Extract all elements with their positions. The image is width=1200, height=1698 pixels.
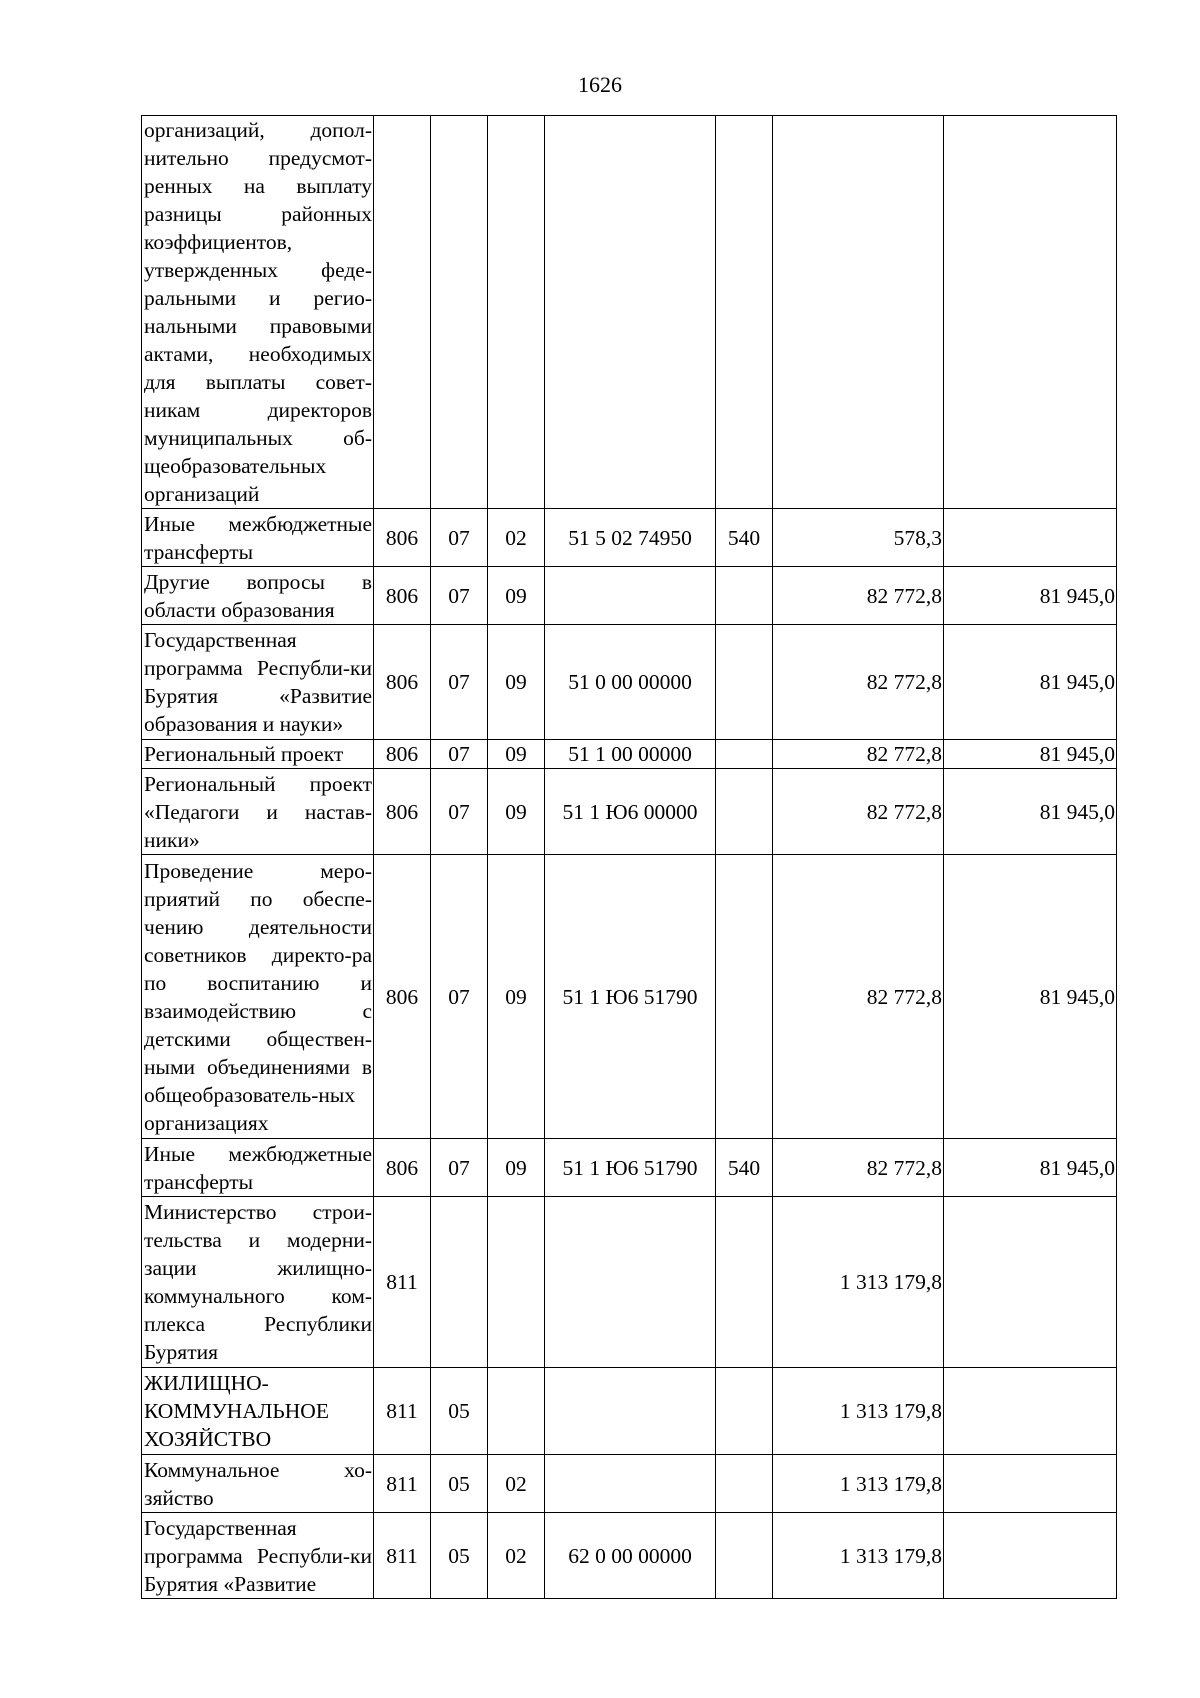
row-vr xyxy=(716,116,773,509)
row-amount-1: 1 313 179,8 xyxy=(773,1197,944,1368)
row-glava: 811 xyxy=(374,1513,431,1599)
row-amount-1: 82 772,8 xyxy=(773,855,944,1139)
row-amount-2 xyxy=(944,1368,1117,1455)
row-podrazdel: 02 xyxy=(488,1513,545,1599)
budget-table xyxy=(141,115,1117,1599)
row-name: Министерство строи-тельства и модерни-зации жилищно-коммунального ком-плекса Республики Бурятия xyxy=(142,1197,374,1368)
row-podrazdel: 09 xyxy=(488,625,545,740)
table-row xyxy=(142,1139,1117,1197)
row-name: Иные межбюджетные трансферты xyxy=(142,1139,374,1197)
row-name: Государственная программа Республи-ки Бурятия «Развитие образования и науки» xyxy=(142,625,374,740)
row-podrazdel: 02 xyxy=(488,1455,545,1513)
row-podrazdel: 09 xyxy=(488,769,545,855)
row-razdel xyxy=(431,1197,488,1368)
table-row xyxy=(142,625,1117,740)
row-vr xyxy=(716,1455,773,1513)
table-row xyxy=(142,1455,1117,1513)
row-amount-1: 82 772,8 xyxy=(773,769,944,855)
row-amount-1: 82 772,8 xyxy=(773,740,944,769)
row-glava: 806 xyxy=(374,509,431,567)
table-row xyxy=(142,1513,1117,1599)
row-csr: 51 0 00 00000 xyxy=(545,625,716,740)
row-name: Коммунальное хо-зяйство xyxy=(142,1455,374,1513)
table-row xyxy=(142,855,1117,1139)
row-csr: 51 1 00 00000 xyxy=(545,740,716,769)
row-csr: 51 1 Ю6 00000 xyxy=(545,769,716,855)
row-name: организаций, допол-нительно предусмот-ренных на выплату разницы районных коэффициентов, утвержденных феде-ральными и регио-нальными правовыми актами, необходимых для выплаты совет-никам директоров муниципальных об-щеобразовательных организаций xyxy=(142,116,374,509)
row-amount-2: 81 945,0 xyxy=(944,1139,1117,1197)
row-podrazdel: 09 xyxy=(488,855,545,1139)
row-glava: 806 xyxy=(374,855,431,1139)
row-name: Другие вопросы в области образования xyxy=(142,567,374,625)
row-podrazdel xyxy=(488,1197,545,1368)
row-razdel: 07 xyxy=(431,509,488,567)
row-amount-1: 82 772,8 xyxy=(773,1139,944,1197)
row-amount-2: 81 945,0 xyxy=(944,855,1117,1139)
row-csr xyxy=(545,116,716,509)
row-csr: 51 5 02 74950 xyxy=(545,509,716,567)
row-amount-2 xyxy=(944,116,1117,509)
row-vr xyxy=(716,1197,773,1368)
row-glava: 806 xyxy=(374,625,431,740)
row-amount-1: 1 313 179,8 xyxy=(773,1368,944,1455)
row-podrazdel: 09 xyxy=(488,740,545,769)
row-vr xyxy=(716,567,773,625)
row-amount-1: 578,3 xyxy=(773,509,944,567)
row-razdel xyxy=(431,116,488,509)
row-glava: 806 xyxy=(374,567,431,625)
row-glava: 811 xyxy=(374,1455,431,1513)
row-name: Иные межбюджетные трансферты xyxy=(142,509,374,567)
row-amount-2: 81 945,0 xyxy=(944,567,1117,625)
row-podrazdel: 09 xyxy=(488,567,545,625)
row-csr xyxy=(545,1455,716,1513)
row-vr: 540 xyxy=(716,1139,773,1197)
row-csr xyxy=(545,1368,716,1455)
row-name: Региональный проект xyxy=(142,740,374,769)
row-csr xyxy=(545,567,716,625)
page-number: 1626 xyxy=(578,72,622,97)
table-row xyxy=(142,740,1117,769)
row-amount-2: 81 945,0 xyxy=(944,740,1117,769)
row-podrazdel xyxy=(488,116,545,509)
row-razdel: 07 xyxy=(431,1139,488,1197)
table-row xyxy=(142,116,1117,509)
table-row xyxy=(142,567,1117,625)
row-glava: 806 xyxy=(374,1139,431,1197)
row-vr xyxy=(716,1368,773,1455)
row-glava: 811 xyxy=(374,1197,431,1368)
row-amount-2 xyxy=(944,1197,1117,1368)
row-amount-1: 1 313 179,8 xyxy=(773,1455,944,1513)
row-podrazdel xyxy=(488,1368,545,1455)
row-csr xyxy=(545,1197,716,1368)
row-vr xyxy=(716,740,773,769)
row-razdel: 07 xyxy=(431,567,488,625)
row-vr xyxy=(716,1513,773,1599)
row-vr: 540 xyxy=(716,509,773,567)
row-csr: 51 1 Ю6 51790 xyxy=(545,1139,716,1197)
row-amount-2: 81 945,0 xyxy=(944,625,1117,740)
row-amount-2 xyxy=(944,1513,1117,1599)
row-razdel: 05 xyxy=(431,1455,488,1513)
row-name: ЖИЛИЩНО-КОММУНАЛЬНОЕ ХОЗЯЙСТВО xyxy=(142,1368,374,1455)
row-name: Проведение меро-приятий по обеспе-чению деятельности советников директо-ра по воспитанию и взаимодействию с детскими обществен-ными объединениями в общеобразователь-ных организациях xyxy=(142,855,374,1139)
row-razdel: 07 xyxy=(431,625,488,740)
row-glava xyxy=(374,116,431,509)
table-row xyxy=(142,1197,1117,1368)
row-glava: 811 xyxy=(374,1368,431,1455)
row-razdel: 07 xyxy=(431,740,488,769)
row-name: Региональный проект «Педагоги и настав-ники» xyxy=(142,769,374,855)
budget-table-body xyxy=(142,116,1117,1599)
row-amount-2 xyxy=(944,509,1117,567)
row-csr: 62 0 00 00000 xyxy=(545,1513,716,1599)
row-amount-1: 82 772,8 xyxy=(773,625,944,740)
row-vr xyxy=(716,855,773,1139)
row-razdel: 05 xyxy=(431,1368,488,1455)
row-glava: 806 xyxy=(374,769,431,855)
row-amount-2 xyxy=(944,1455,1117,1513)
row-podrazdel: 02 xyxy=(488,509,545,567)
row-amount-1: 82 772,8 xyxy=(773,567,944,625)
table-row xyxy=(142,509,1117,567)
row-vr xyxy=(716,625,773,740)
row-amount-1 xyxy=(773,116,944,509)
row-amount-1: 1 313 179,8 xyxy=(773,1513,944,1599)
row-glava: 806 xyxy=(374,740,431,769)
row-razdel: 07 xyxy=(431,855,488,1139)
row-amount-2: 81 945,0 xyxy=(944,769,1117,855)
row-razdel: 07 xyxy=(431,769,488,855)
row-name: Государственная программа Республи-ки Бурятия «Развитие xyxy=(142,1513,374,1599)
row-razdel: 05 xyxy=(431,1513,488,1599)
row-csr: 51 1 Ю6 51790 xyxy=(545,855,716,1139)
row-podrazdel: 09 xyxy=(488,1139,545,1197)
row-vr xyxy=(716,769,773,855)
table-row xyxy=(142,1368,1117,1455)
table-row xyxy=(142,769,1117,855)
